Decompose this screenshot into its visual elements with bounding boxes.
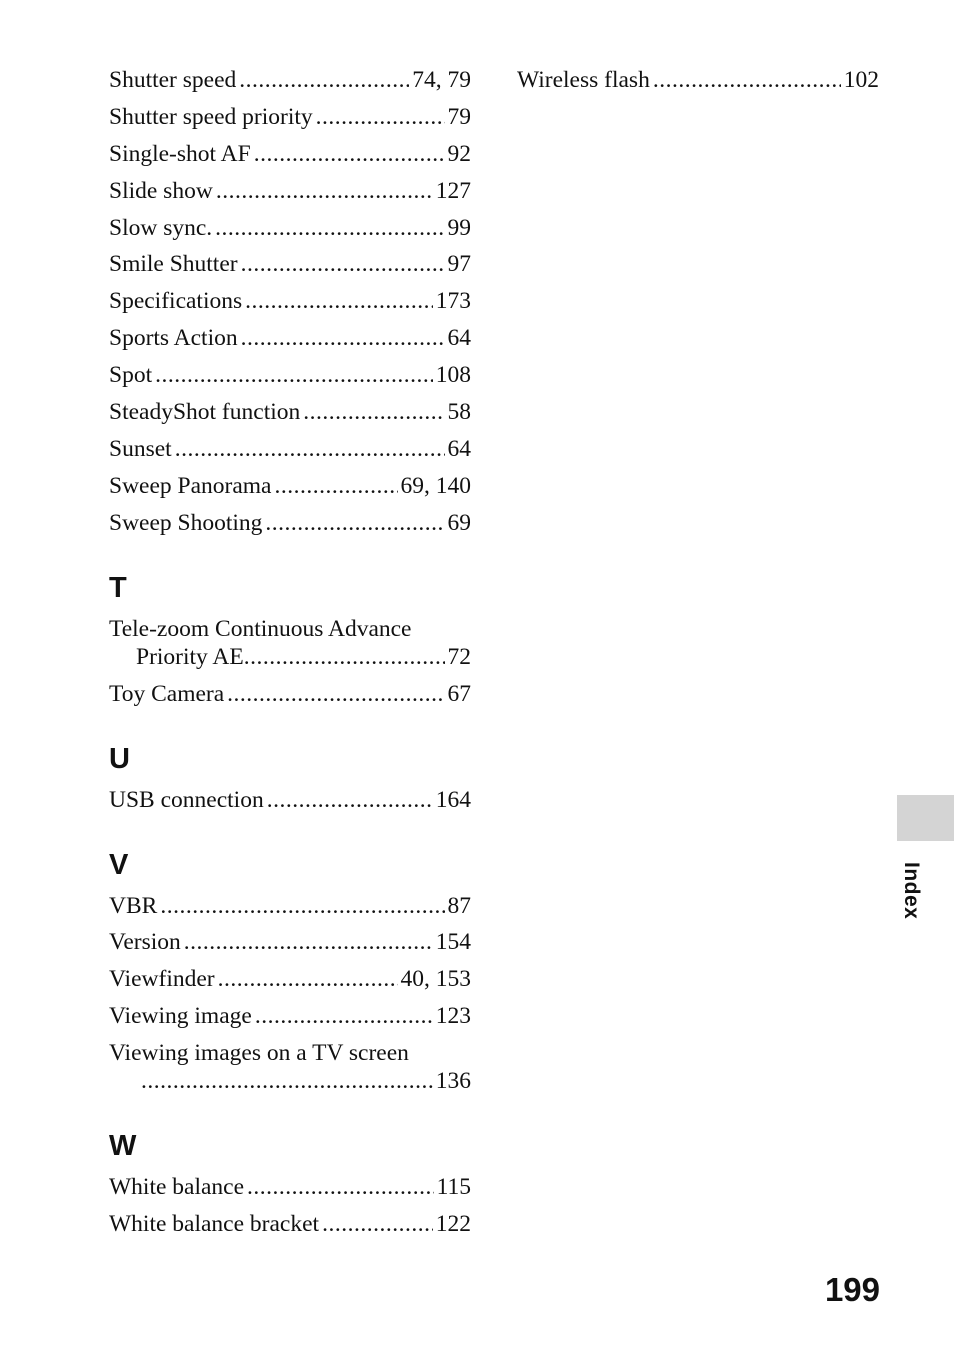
index-entry xyxy=(109,1210,471,1238)
page-ref: 72 xyxy=(447,643,471,670)
index-term: Viewing images on a TV screen xyxy=(109,1040,409,1067)
page-ref: 74, 79 xyxy=(412,67,471,93)
index-entry xyxy=(109,892,471,920)
page-ref: 87 xyxy=(447,892,471,919)
dot-leader xyxy=(322,1210,433,1238)
dot-leader xyxy=(254,140,445,168)
index-term: Single-shot AF xyxy=(109,140,251,167)
index-entry xyxy=(109,103,471,131)
dot-leader xyxy=(265,509,444,537)
dot-leader xyxy=(184,928,433,956)
index-term: White balance xyxy=(109,1174,245,1201)
index-entry xyxy=(109,66,471,94)
page-ref: 173 xyxy=(435,288,471,315)
index-term: Slide show xyxy=(109,177,213,204)
dot-leader xyxy=(245,287,433,315)
dot-leader xyxy=(255,1002,433,1030)
page-ref: 58 xyxy=(447,399,471,426)
page-ref: 69 xyxy=(447,509,471,536)
dot-leader xyxy=(218,965,398,993)
page-ref: 64 xyxy=(447,435,471,462)
index-term: Viewing image xyxy=(109,1003,252,1030)
section-heading-t: T xyxy=(109,571,127,604)
index-entry xyxy=(109,214,471,242)
page-ref: 79 xyxy=(447,103,471,130)
index-term: Sports Action xyxy=(109,325,238,352)
section-tab-label: Index xyxy=(900,862,923,920)
page-ref: 136 xyxy=(435,1068,471,1095)
dot-leader xyxy=(275,472,398,500)
page-ref: 108 xyxy=(435,362,471,389)
dot-leader xyxy=(241,250,445,278)
dot-leader xyxy=(316,103,445,131)
index-entry xyxy=(109,965,471,993)
page-ref: 102 xyxy=(843,67,879,93)
index-entry xyxy=(109,324,471,352)
dot-leader xyxy=(155,361,433,389)
index-entry xyxy=(109,398,471,426)
index-entry-multiline xyxy=(109,615,471,671)
page-ref: 127 xyxy=(435,177,471,204)
page-ref: 67 xyxy=(447,680,471,707)
dot-leader xyxy=(216,177,433,205)
page-ref: 123 xyxy=(435,1003,471,1030)
index-term: Shutter speed xyxy=(109,67,237,93)
index-term: USB connection xyxy=(109,786,264,813)
index-term: Sunset xyxy=(109,435,172,462)
dot-leader xyxy=(247,1173,434,1201)
index-term: VBR xyxy=(109,892,158,919)
index-entry xyxy=(109,1002,471,1030)
index-term: Specifications xyxy=(109,288,243,315)
page-ref: 115 xyxy=(436,1174,471,1201)
index-entry xyxy=(109,680,471,708)
index-term: Sweep Panorama xyxy=(109,472,272,499)
index-term: Tele-zoom Continuous Advance xyxy=(109,615,412,642)
section-tab-marker xyxy=(897,795,954,841)
index-entry xyxy=(109,509,471,537)
section-heading-v: V xyxy=(109,848,129,881)
page-ref: 154 xyxy=(435,929,471,956)
page-ref: 97 xyxy=(447,251,471,278)
index-entry xyxy=(109,140,471,168)
index-entry xyxy=(517,66,879,94)
index-term: White balance bracket xyxy=(109,1211,320,1238)
index-term: Slow sync. xyxy=(109,214,213,241)
index-entry xyxy=(109,786,471,814)
index-entry xyxy=(109,177,471,205)
page-ref: 64 xyxy=(447,325,471,352)
dot-leader xyxy=(141,1067,433,1095)
section-heading-u: U xyxy=(109,742,130,775)
dot-leader xyxy=(244,643,445,671)
page-ref: 92 xyxy=(447,140,471,167)
dot-leader xyxy=(175,435,445,463)
index-entry xyxy=(109,1173,471,1201)
index-term: Smile Shutter xyxy=(109,251,238,278)
page-ref: 99 xyxy=(447,214,471,241)
index-entry-multiline xyxy=(109,1039,471,1095)
index-term: Viewfinder xyxy=(109,966,215,993)
dot-leader xyxy=(160,892,444,920)
index-term: Shutter speed priority xyxy=(109,103,313,130)
index-left-column xyxy=(109,66,471,1247)
dot-leader xyxy=(303,398,444,426)
dot-leader xyxy=(267,786,433,814)
index-term: Toy Camera xyxy=(109,680,225,707)
page-ref: 40, 153 xyxy=(400,966,471,993)
index-term: Version xyxy=(109,929,181,956)
index-entry xyxy=(109,250,471,278)
index-term: SteadyShot function xyxy=(109,399,301,426)
section-heading-w: W xyxy=(109,1130,137,1163)
index-entry xyxy=(109,361,471,389)
dot-leader xyxy=(239,66,409,94)
index-entry xyxy=(109,287,471,315)
index-entry xyxy=(109,928,471,956)
index-right-column xyxy=(517,66,879,103)
page-ref: 69, 140 xyxy=(400,472,471,499)
index-entry xyxy=(109,472,471,500)
index-entry xyxy=(109,435,471,463)
index-term: Spot xyxy=(109,362,153,389)
index-term: Wireless flash xyxy=(517,67,650,93)
dot-leader xyxy=(215,214,444,242)
page-ref: 164 xyxy=(435,786,471,813)
index-subterm: Priority AE xyxy=(136,643,244,670)
dot-leader xyxy=(241,324,445,352)
dot-leader xyxy=(227,680,444,708)
dot-leader xyxy=(653,66,841,94)
page-ref: 122 xyxy=(435,1211,471,1238)
index-term: Sweep Shooting xyxy=(109,509,263,536)
page-number: 199 xyxy=(824,1271,880,1308)
